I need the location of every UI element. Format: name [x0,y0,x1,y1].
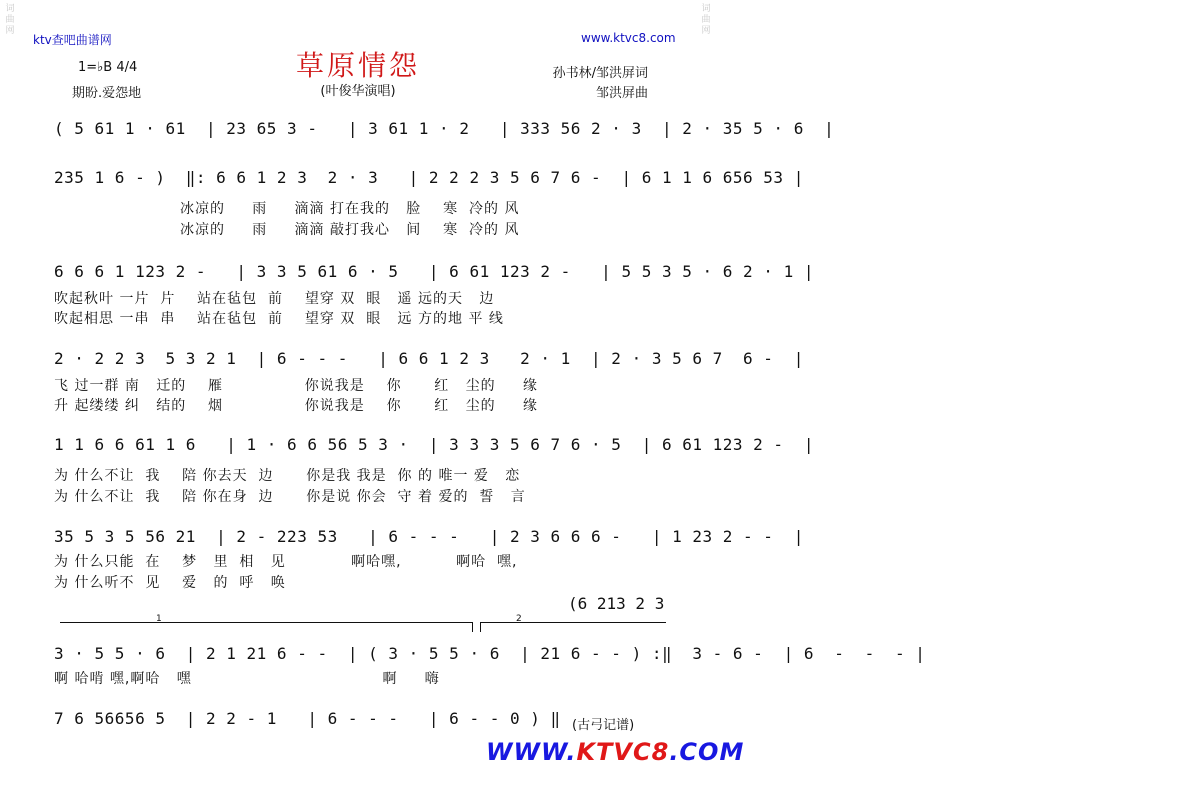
lyric-line-verse1: 飞 过一群 南 迁的 雁 你说我是 你 红 尘的 缘 [54,378,538,394]
notation-line: 7 6 56656 5 | 2 2 - 1 | 6 - - - | 6 - - 0 ) ‖ [54,709,561,728]
lyric-line-verse2: 冰凉的 雨 滴滴 敲打我心 间 寒 冷的 风 [180,222,520,238]
expression-mark: 期盼.爱怨地 [72,86,142,101]
volta-bracket-2-start [480,622,481,632]
lyricist-credit: 孙书林/邹洪屏词 [552,66,648,81]
key-signature: 1=♭B 4/4 [78,60,138,75]
song-title: 草原情怨 [295,49,420,82]
score-row-5 [54,432,814,458]
volta-number-1: 1 [156,614,162,624]
volta-bracket-2 [480,622,666,623]
score-row-6 [54,524,804,550]
lyric-line-verse1: 为 什么只能 在 梦 里 相 见 啊哈嘿, 啊哈 嘿, [54,554,518,570]
score-row-7 [54,641,926,667]
lyric-line-verse1: 吹起秋叶 一片 片 站在毡包 前 望穿 双 眼 遥 远的天 边 [54,291,495,307]
site-name-left: ktv查吧曲谱网 [33,33,112,47]
notation-line: ( 5 61 1 · 61 | 23 65 3 - | 3 61 1 · 2 | 333 56 2 · 3 | 2 · 35 5 · 6 | [54,119,835,138]
score-row-1 [54,116,835,142]
singer-credit: (叶俊华演唱) [320,84,396,99]
transcriber-credit: (古弓记谱) [572,718,635,733]
lyric-line-verse2: 吹起相思 一串 串 站在毡包 前 望穿 双 眼 远 方的地 平 线 [54,311,504,327]
notation-line: 235 1 6 - ) ‖: 6 6 1 2 3 2 · 3 | 2 2 2 3 5 6 7 6 - | 6 1 1 6 656 53 | [54,168,804,187]
composer-credit: 邹洪屏曲 [595,86,648,101]
volta-bracket-1 [60,622,472,623]
notation-line: 2 · 2 2 3 5 3 2 1 | 6 - - - | 6 6 1 2 3 2 · 1 | 2 · 3 5 6 7 6 - | [54,349,804,368]
lyric-line-verse2: 升 起缕缕 纠 结的 烟 你说我是 你 红 尘的 缘 [54,398,538,414]
score-row-3 [54,259,814,285]
watermark-left: 词 曲 网 [5,4,15,36]
lyric-line-verse1: 啊 哈啃 嘿,啊哈 嘿 啊 嗨 [54,671,440,687]
lyric-line-verse1: 冰凉的 雨 滴滴 打在我的 脸 寒 冷的 风 [180,201,520,217]
notation-line: 3 · 5 5 · 6 | 2 1 21 6 - - | ( 3 · 5 5 · 6 | 21 6 - - ) :‖ 3 - 6 - | 6 - - - | [54,644,926,663]
score-row-4 [54,346,804,372]
logo-brand: KTVC8 [576,738,670,766]
site-url-right: www.ktvc8.com [581,31,676,45]
lyric-line-verse2: 为 什么听不 见 爱 的 呼 唤 [54,575,286,591]
volta-number-2: 2 [516,614,522,624]
lyric-line-verse1: 为 什么不让 我 陪 你去天 边 你是我 我是 你 的 唯一 爱 恋 [54,468,521,484]
notation-line: 35 5 3 5 56 21 | 2 - 223 53 | 6 - - - | 2 3 6 6 6 - | 1 23 2 - - | [54,527,804,546]
notation-line: 1 1 6 6 61 1 6 | 1 · 6 6 56 5 3 · | 3 3 3 5 6 7 6 · 5 | 6 61 123 2 - | [54,435,814,454]
watermark-right: 词 曲 网 [701,4,711,36]
lyric-line-verse2: 为 什么不让 我 陪 你在身 边 你是说 你会 守 着 爱的 誓 言 [54,489,526,505]
score-row-2 [54,165,804,191]
volta-bracket-1-end [472,622,473,632]
pickup-notes: (6 213 2 3 [568,594,665,613]
notation-line: 6 6 6 1 123 2 - | 3 3 5 61 6 · 5 | 6 61 123 2 - | 5 5 3 5 · 6 2 · 1 | [54,262,814,281]
logo-prefix: WWW. [486,738,577,766]
site-logo [486,738,744,766]
logo-suffix: .COM [669,738,745,766]
